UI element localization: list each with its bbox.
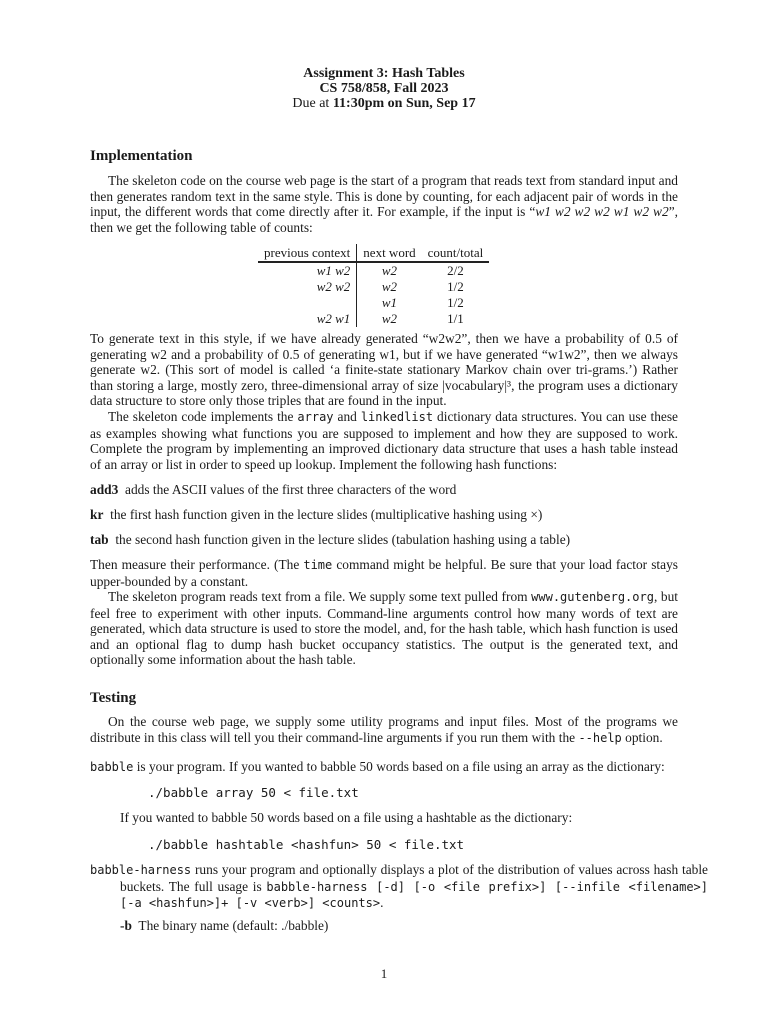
- implementation-paragraph-5: The skeleton program reads text from a file. We supply some text pulled from www.gutenberg.org, but feel free to experiment with other inputs. Command-line arguments control how many words of text are generated, which data structure is used to store the model, and, for the hash table, which hash function is used and an optional flag to dump hash bucket occupancy statistics. The output is the generated text, and optionally some information about the hash table.: [90, 589, 678, 668]
- table-row: [258, 279, 489, 295]
- code-time: time: [303, 558, 333, 572]
- implementation-paragraph-1: The skeleton code on the course web page is the start of a program that reads text from standard input and then generates random text in the same style. This is done by counting, for each adjacent pair of words in the input, the different words that come directly after it. For example, if the input is “w1 w2 w2 w2 w1 w2 w2”, then we get the following table of counts:: [90, 173, 678, 235]
- table-cell: w1: [381, 295, 398, 310]
- table-cell: w2 w1: [258, 311, 357, 327]
- implementation-paragraph-4: Then measure their performance. (The time command might be helpful. Be sure that your load factor stays upper-bounded by a constant.: [90, 557, 678, 589]
- code-harness-usage-2: [-a <hashfun>]+ [-v <verb>] <counts>: [120, 896, 381, 911]
- testing-paragraph-1: On the course web page, we supply some utility programs and input files. Most of the programs we distribute in this class will tell you their command-line arguments if you run them with the --help option.: [90, 714, 678, 745]
- table-cell: 2/2: [447, 263, 464, 278]
- command-hashtable: ./babble hashtable <hashfun> 50 < file.txt: [148, 837, 465, 852]
- hash-function-kr: kr the first hash function given in the lecture slides (multiplicative hashing using ×): [90, 507, 543, 522]
- code-harness-usage-1: babble-harness [-d] [-o <file prefix>] [--infile <filename>]: [266, 879, 708, 894]
- table-cell: 1/2: [447, 295, 464, 310]
- babble-description: babble is your program. If you wanted to babble 50 words based on a file using an array as the dictionary:: [90, 759, 665, 774]
- table-header: next word: [357, 244, 422, 262]
- option-b-description: -b The binary name (default: ./babble): [120, 918, 329, 933]
- babble-harness-description: babble-harness runs your program and optionally displays a plot of the distribution of values across hash table buckets. The full usage is babble-harness [-d] [-o <file prefix>] [--infile <filename>] [-a <hashfun>]+ [-v <verb>] <counts>.: [90, 862, 708, 911]
- table-cell: w2: [381, 279, 398, 294]
- section-heading-implementation: Implementation: [90, 148, 193, 164]
- table-header: previous context: [258, 244, 357, 262]
- table-cell: w1 w2: [258, 262, 357, 279]
- section-heading-testing: Testing: [90, 690, 137, 706]
- code-gutenberg: www.gutenberg.org: [531, 590, 654, 604]
- example-input: w1 w2 w2 w2 w1 w2 w2: [535, 204, 669, 220]
- table-cell: [258, 295, 357, 311]
- code-babble: babble: [90, 760, 134, 774]
- table-row: [258, 311, 489, 327]
- due-line: Due at 11:30pm on Sun, Sep 17: [292, 96, 476, 111]
- table-header-row: [258, 244, 489, 262]
- code-linkedlist: linkedlist: [360, 410, 434, 424]
- implementation-paragraph-2: To generate text in this style, if we have already generated “w2w2”, then we have a probability of 0.5 of generating w2 and a probability of 0.5 of generating w1, but if we have generated “w1w2”, then we always generate w2. (This sort of model is called ‘a finite-state stationary Markov chain over tri-grams.’) Rather than storing a large, mostly zero, three-dimensional array of size |vocabulary|³, the program uses a dictionary data structure to store only those triples that are found in the input.: [90, 331, 678, 409]
- table-cell: w2: [381, 263, 398, 278]
- counts-table: [258, 244, 489, 327]
- page-number: 1: [380, 966, 388, 981]
- code-help: --help: [578, 730, 622, 745]
- code-babble-harness: babble-harness: [90, 863, 192, 877]
- table-header: count/total: [422, 244, 490, 262]
- code-array: array: [297, 410, 334, 424]
- course-line: CS 758/858, Fall 2023: [319, 81, 449, 96]
- hash-function-add3: add3 adds the ASCII values of the first three characters of the word: [90, 482, 457, 497]
- due-date: 11:30pm on Sun, Sep 17: [332, 96, 476, 111]
- table-row: [258, 295, 489, 311]
- table-cell: w2 w2: [258, 279, 357, 295]
- table-row: [258, 262, 489, 279]
- assignment-title: Assignment 3: Hash Tables: [303, 66, 465, 81]
- title-block: [0, 66, 768, 111]
- table-cell: 1/1: [447, 311, 464, 326]
- command-array: ./babble array 50 < file.txt: [148, 785, 359, 800]
- hashtable-intro: If you wanted to babble 50 words based on a file using a hashtable as the dictionary:: [120, 810, 573, 825]
- table-cell: w2: [381, 311, 398, 326]
- implementation-paragraph-3: The skeleton code implements the array and linkedlist dictionary data structures. You can use these as examples showing what functions you are supposed to implement and how they are supposed to work. Complete the program by implementing an improved dictionary data structure that uses a hash table instead of an array or list in order to speed up lookup. Implement the following hash functions:: [90, 409, 678, 472]
- table-cell: 1/2: [447, 279, 464, 294]
- hash-function-tab: tab the second hash function given in the lecture slides (tabulation hashing using a table): [90, 532, 571, 547]
